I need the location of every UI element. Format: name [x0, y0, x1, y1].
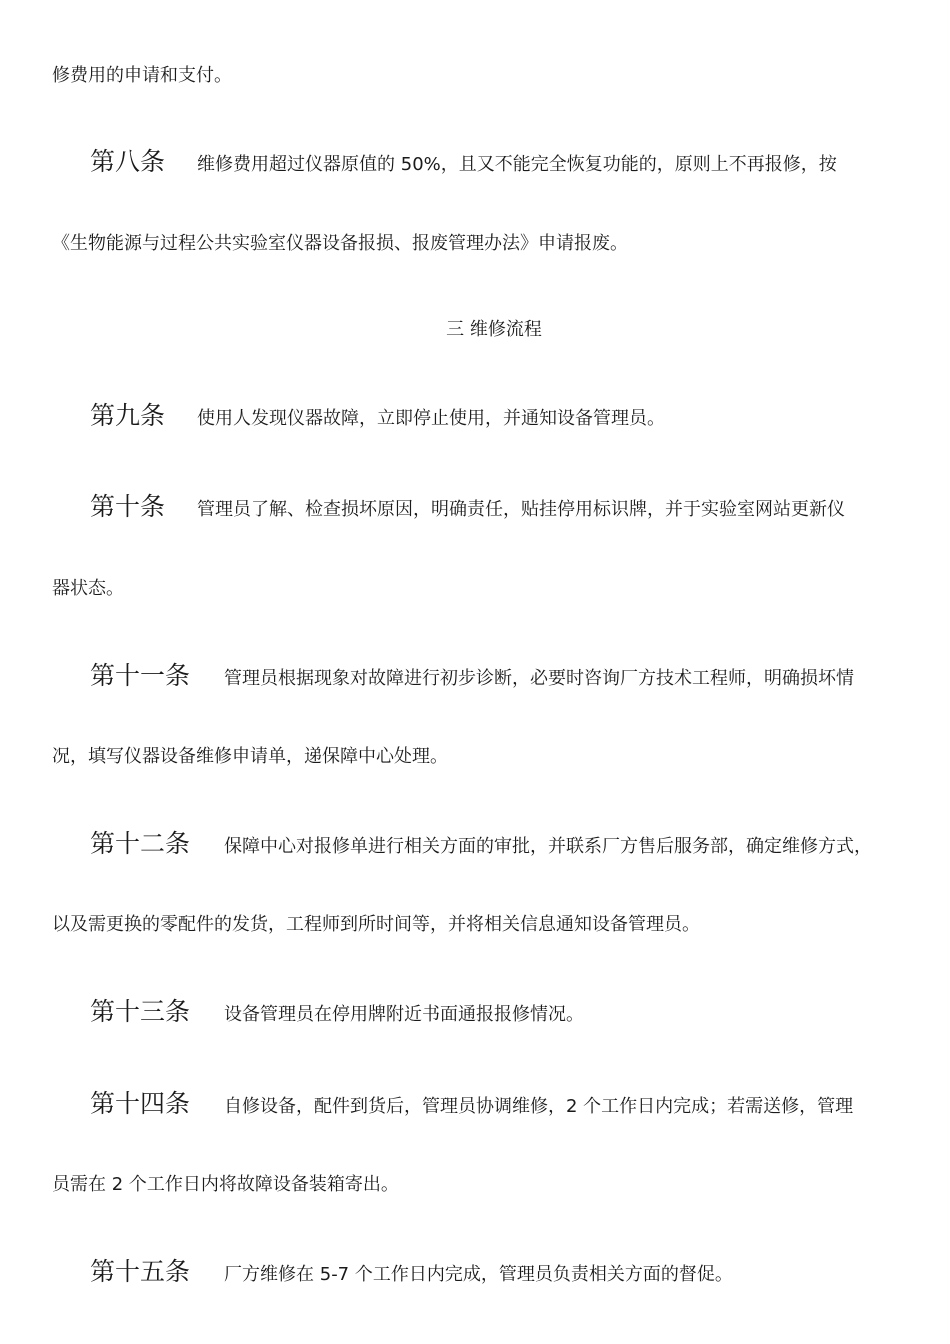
article-text: 管理员了解、检查损坏原因，明确责任，贴挂停用标识牌，并于实验室网站更新仪: [197, 499, 846, 520]
article-14-continued: 员需在 2 个工作日内将故障设备装箱寄出。: [52, 1174, 399, 1195]
section-heading: 三 维修流程: [446, 319, 542, 340]
article-number: 第十一条: [90, 661, 191, 690]
continued-text: 修费用的申请和支付。: [52, 65, 232, 86]
article-text: 保障中心对报修单进行相关方面的审批，并联系厂方售后服务部，确定维修方式，: [224, 836, 873, 857]
article-number: 第十二条: [90, 829, 191, 858]
article-8-continued: 《生物能源与过程公共实验室仪器设备报损、报废管理办法》申请报废。: [52, 233, 628, 254]
article-12: [90, 829, 872, 859]
article-13: [90, 997, 584, 1027]
article-text: 厂方维修在 5-7 个工作日内完成，管理员负责相关方面的督促。: [224, 1264, 733, 1285]
article-10: [90, 492, 845, 522]
article-14: [90, 1089, 853, 1119]
article-12-continued: 以及需更换的零配件的发货，工程师到所时间等，并将相关信息通知设备管理员。: [52, 914, 700, 935]
article-number: 第九条: [90, 401, 166, 430]
article-number: 第十五条: [90, 1257, 191, 1286]
article-8: [90, 147, 837, 177]
article-number: 第十三条: [90, 997, 191, 1026]
article-11: [90, 661, 854, 691]
article-10-continued: 器状态。: [52, 578, 124, 599]
article-text: 设备管理员在停用牌附近书面通报报修情况。: [224, 1004, 585, 1025]
article-text: 管理员根据现象对故障进行初步诊断，必要时咨询厂方技术工程师，明确损坏情: [224, 668, 855, 689]
article-15: [90, 1257, 733, 1287]
article-number: 第十四条: [90, 1089, 191, 1118]
article-text: 使用人发现仪器故障，立即停止使用，并通知设备管理员。: [197, 408, 666, 429]
article-number: 第八条: [90, 147, 166, 176]
article-text: 维修费用超过仪器原值的 50%，且又不能完全恢复功能的，原则上不再报修，按: [197, 154, 837, 175]
article-text: 自修设备，配件到货后，管理员协调维修，2 个工作日内完成；若需送修，管理: [224, 1096, 854, 1117]
article-11-continued: 况，填写仪器设备维修申请单，递保障中心处理。: [52, 746, 448, 767]
article-9: [90, 401, 665, 431]
article-number: 第十条: [90, 492, 166, 521]
